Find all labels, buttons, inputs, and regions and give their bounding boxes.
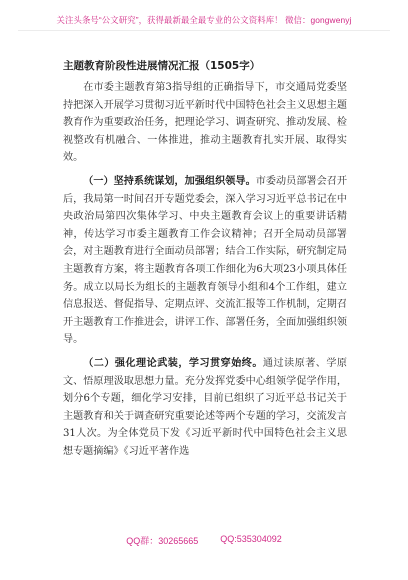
- section-1-text: 市委动员部署会召开后，我局第一时间召开专题党委会，深入学习习近平总书记在中央政治局第四次集体学习、中央主题教育会议上的重要讲话精神，传达学习市委主题教育工作会议精神；召开全局动员部署会，对主题教育进行全面动员部署；结合工作实际，研究制定局主题教育方案，将主题教育各项工作细化为6大项23小项具体任务。成立以局长为组长的主题教育领导小组和4个工作组，建立信息报送、督促指导、定期点评、交流汇报等工作机制，定期召开主题教育工作推进会，讲评工作、部署任务，全面加强组织领导。: [63, 175, 348, 346]
- footer-qq: QQ:535304092: [220, 534, 282, 544]
- intro-paragraph: 在市委主题教育第3指导组的正确指导下，市交通局党委坚持把深入开展学习贯彻习近平新时代中国特色社会主义思想主题教育作为重要政治任务，把理论学习、调查研究、推动发展、检视整改有机融合、一体推进，推动主题教育扎实开展、取得实效。: [63, 82, 347, 164]
- footer-qq-group: QQ群：30265665: [126, 536, 199, 546]
- header-banner-text: 关注头条号“公文研究”，获得最新最全最专业的公文资料库！ 微信：gongwenyj: [56, 15, 352, 25]
- section-1-paragraph: [63, 173, 347, 349]
- section-1-heading: （一）坚持系统谋划，加强组织领导。: [83, 175, 256, 187]
- document-title: 主题教育阶段性进展情况汇报（1505字）: [63, 60, 261, 72]
- footer-contact: [0, 534, 408, 547]
- header-divider: [18, 30, 390, 31]
- section-2-paragraph: [63, 355, 347, 461]
- header-banner: [0, 10, 408, 30]
- document-body: [63, 58, 347, 466]
- section-2-text: 通过读原著、学原文、悟原理汲取思想力量。充分发挥党委中心组领学促学作用，划分6个专题，细化学习安排，目前已组织了习近平总书记关于主题教育和关于调查研究重要论述等两个专题的学习，交流发言31人次。为全体党员下发《习近平新时代中国特色社会主义思想专题摘编》《习近平著作选: [63, 357, 348, 457]
- section-2-heading: （二）强化理论武装，学习贯穿始终。: [83, 357, 263, 369]
